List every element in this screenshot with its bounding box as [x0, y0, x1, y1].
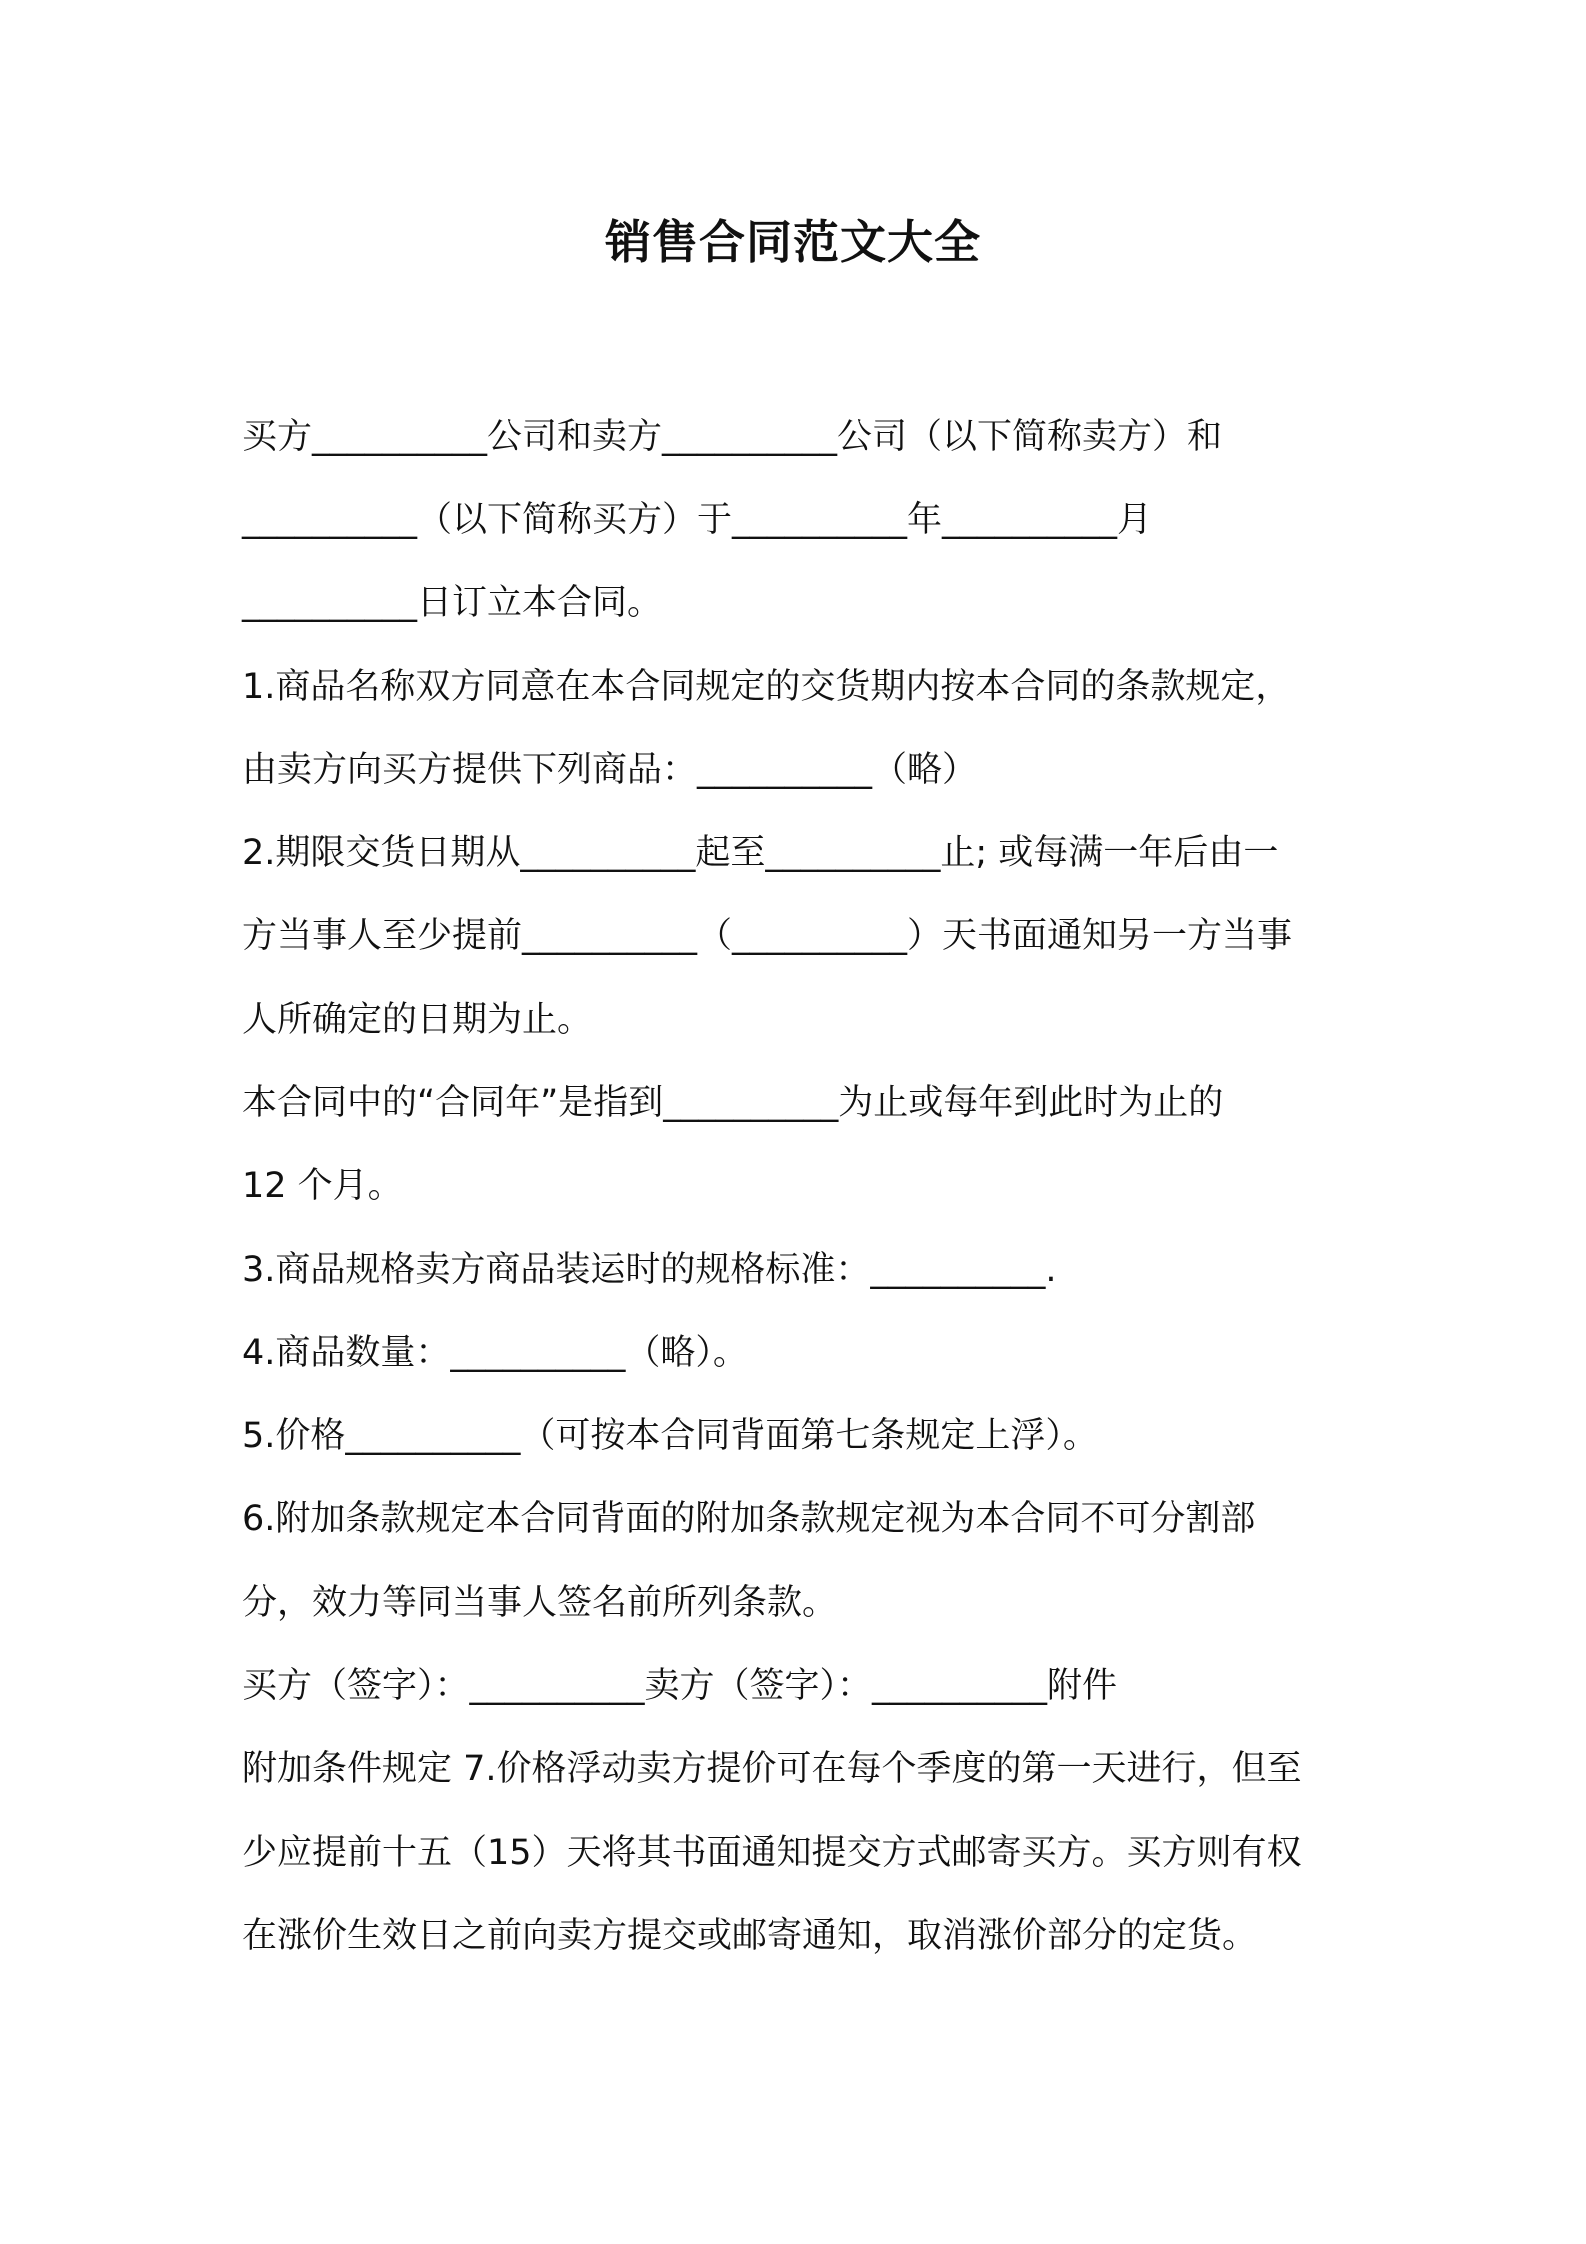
text-line: 4.商品数量：__________（略）。: [242, 1333, 748, 1373]
text-line: 分，效力等同当事人签名前所列条款。: [242, 1583, 838, 1623]
text-line: 买方（签字）：__________卖方（签字）：__________附件: [242, 1666, 1118, 1706]
text-line: __________日订立本合同。: [242, 583, 663, 623]
text-line: 方当事人至少提前__________（__________）天书面通知另一方当事: [242, 916, 1293, 956]
text-line: 3.商品规格卖方商品装运时的规格标准：__________.: [242, 1250, 1057, 1290]
text-line: 在涨价生效日之前向卖方提交或邮寄通知，取消涨价部分的定货。: [242, 1916, 1258, 1956]
text-line: 由卖方向买方提供下列商品：__________（略）: [242, 750, 978, 790]
document-title: 销售合同范文大全: [605, 215, 981, 269]
text-line: 本合同中的“合同年”是指到__________为止或每年到此时为止的: [242, 1083, 1224, 1123]
text-line: __________（以下简称买方）于__________年__________月: [242, 500, 1153, 540]
text-line: 6.附加条款规定本合同背面的附加条款规定视为本合同不可分割部: [242, 1499, 1256, 1539]
text-line: 附加条件规定 7.价格浮动卖方提价可在每个季度的第一天进行，但至: [242, 1749, 1302, 1789]
text-line: 5.价格__________（可按本合同背面第七条规定上浮）。: [242, 1416, 1098, 1456]
text-line: 人所确定的日期为止。: [242, 1000, 593, 1040]
text-line: 2.期限交货日期从__________起至__________止; 或每满一年后由一: [242, 833, 1279, 873]
text-line: 12 个月。: [242, 1166, 403, 1206]
text-line: 少应提前十五（15）天将其书面通知提交方式邮寄买方。买方则有权: [242, 1833, 1302, 1873]
text-line: 买方__________公司和卖方__________公司（以下简称卖方）和: [242, 417, 1223, 457]
text-line: 1.商品名称双方同意在本合同规定的交货期内按本合同的条款规定，: [242, 667, 1291, 707]
